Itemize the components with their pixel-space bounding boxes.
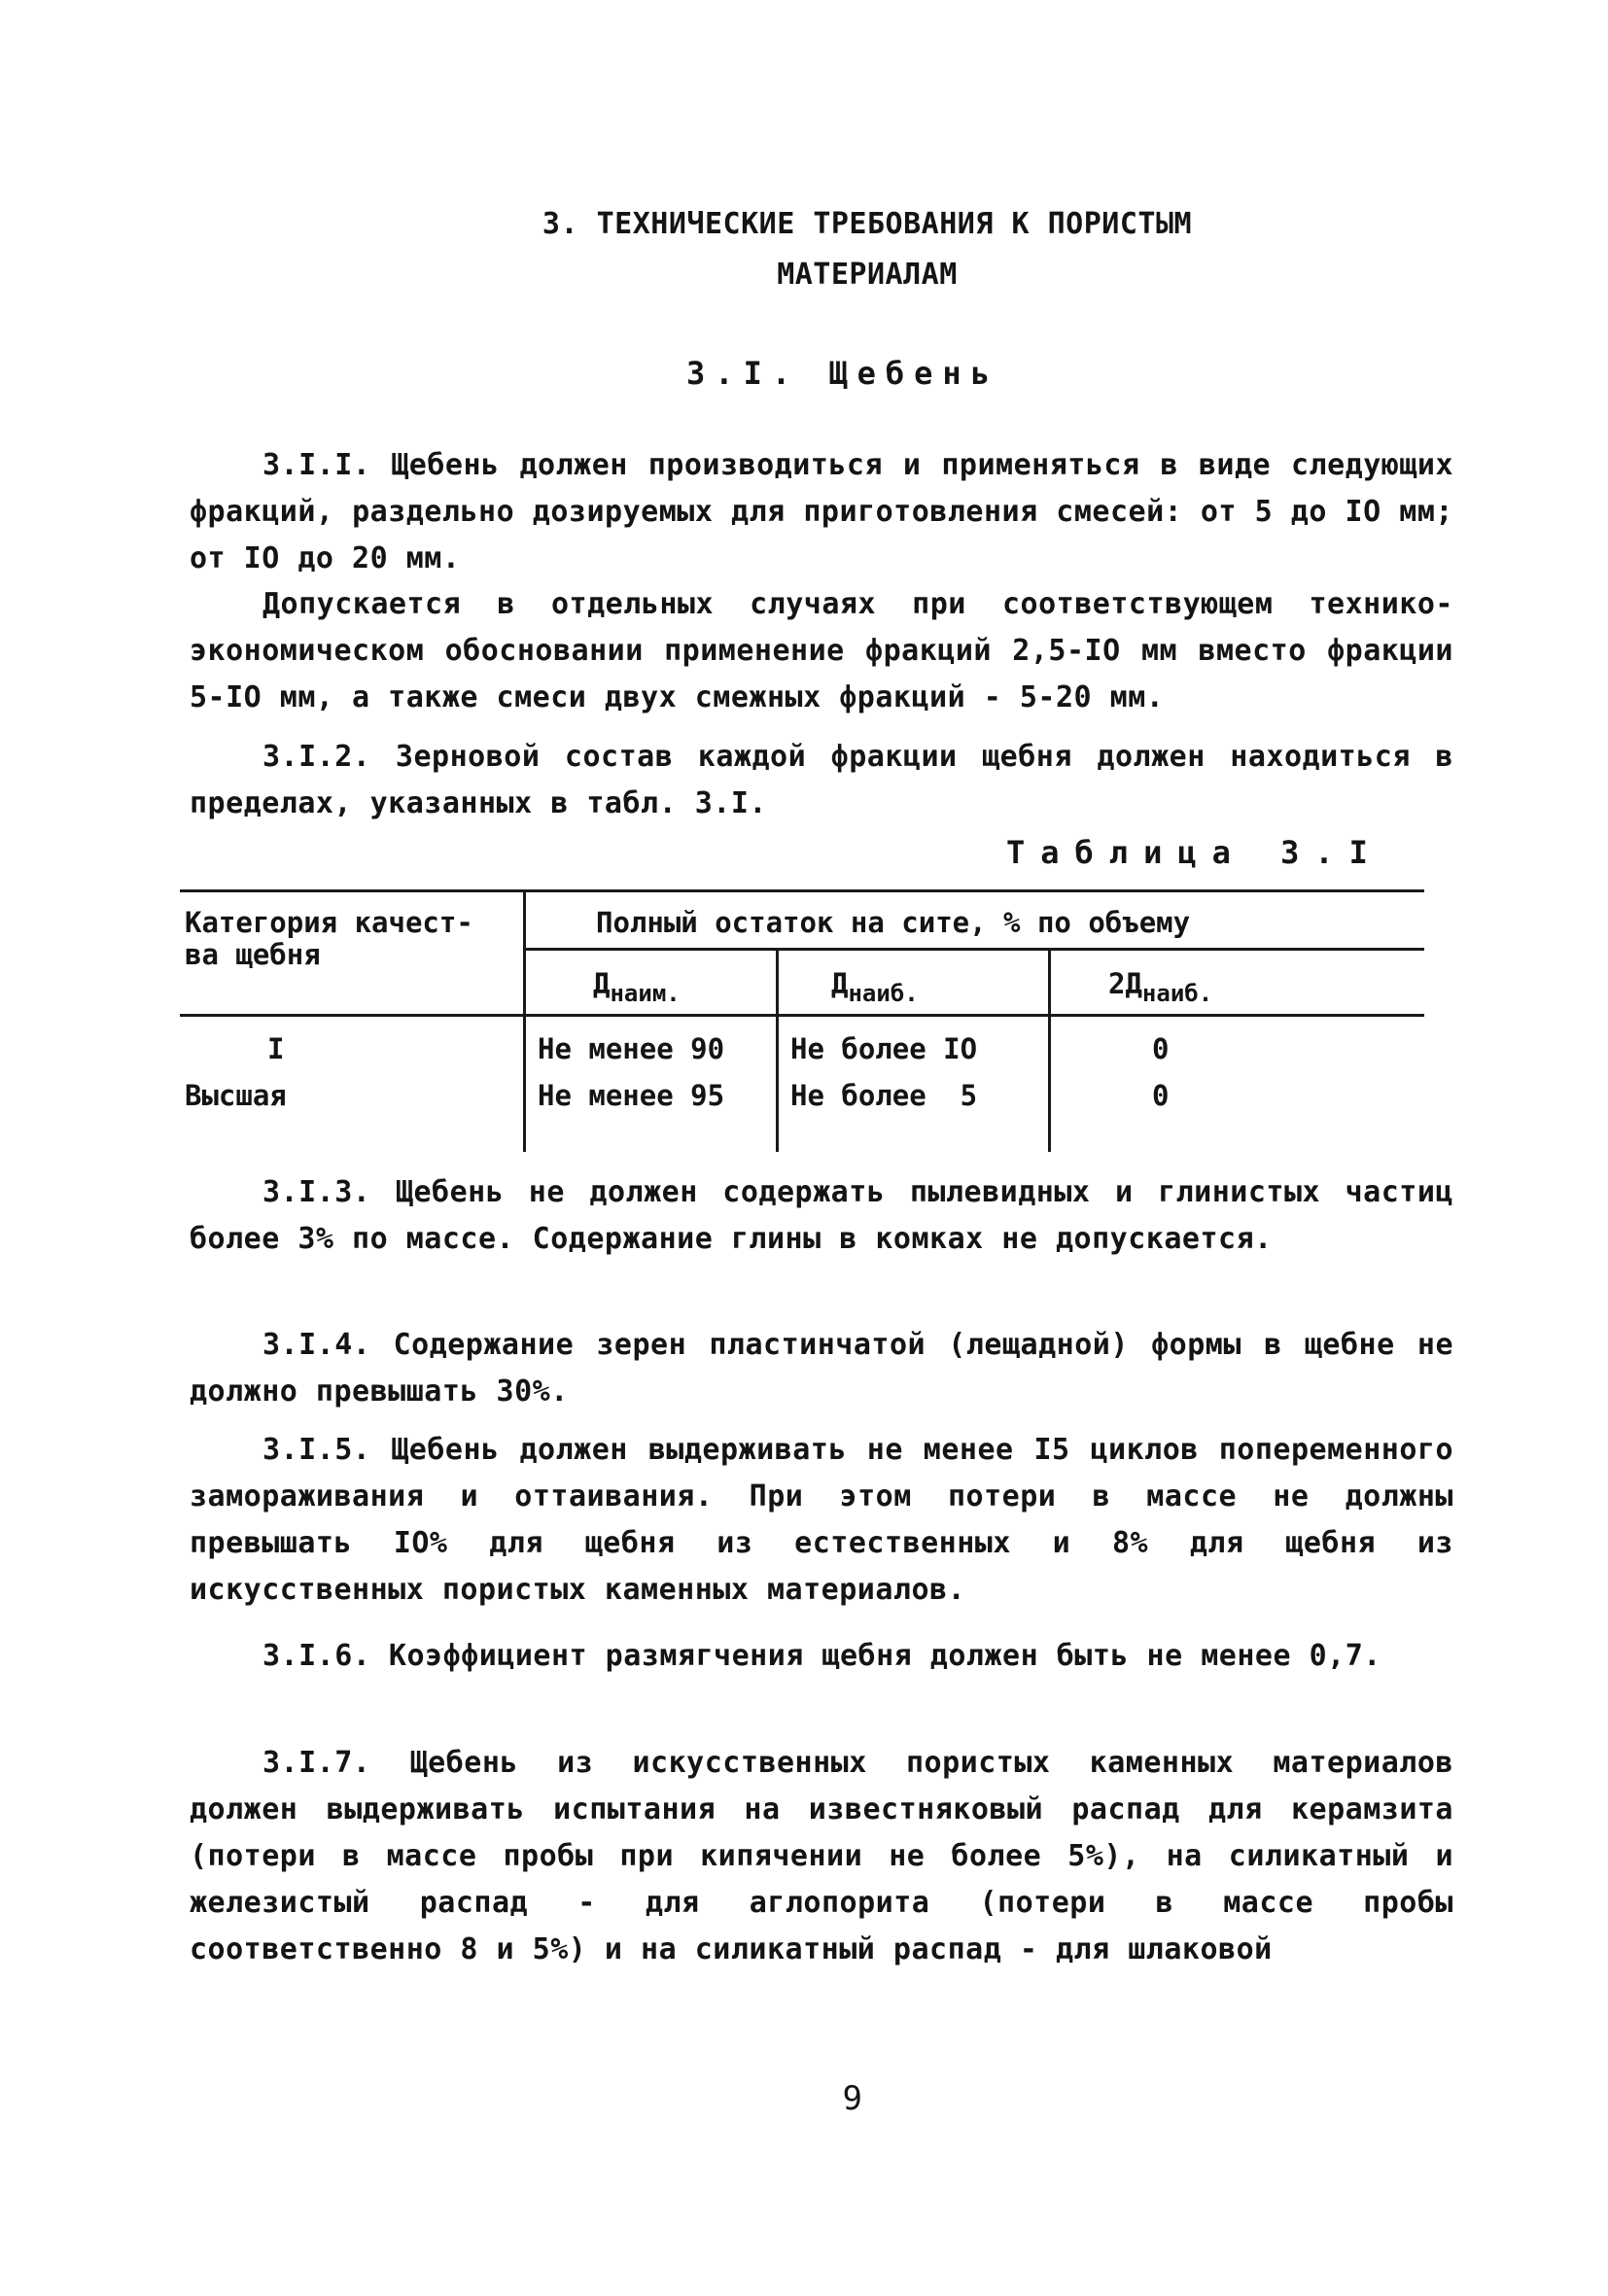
- table-row-1-2d-max: 0: [1152, 1032, 1170, 1065]
- table-col-rule-3: [1048, 948, 1051, 1152]
- header-2d-max: [1108, 967, 1212, 1010]
- paragraph-3-1-4: [190, 1322, 1453, 1415]
- header-d-min-main: Д: [593, 967, 611, 1000]
- table-row-2-d-max: Не более 5: [790, 1079, 978, 1112]
- header-d-max: [831, 967, 919, 1010]
- paragraph-text: Допускается в отдельных случаях при соответствующем технико-экономическом обосновании применение фракций 2,5-IO мм вместо фракции 5-IO мм, а также смеси двух смежных фракций - 5-20 мм.: [190, 587, 1453, 714]
- table-col-rule-2: [776, 948, 779, 1152]
- grain-table: [180, 889, 1424, 1152]
- paragraph-3-1-1: [190, 442, 1453, 582]
- table-row-2-2d-max: 0: [1152, 1079, 1170, 1112]
- paragraph-text: 3.I.3. Щебень не должен содержать пылевидных и глинистых частиц более 3% по массе. Содержание глины в комках не допускается.: [190, 1175, 1453, 1256]
- header-2d-max-main: 2Д: [1108, 967, 1142, 1000]
- paragraph-3-1-5: [190, 1427, 1453, 1614]
- header-category-line1: Категория качест-: [185, 906, 473, 939]
- table-row-2-d-min: Не менее 95: [538, 1079, 725, 1112]
- header-sieve-residue: Полный остаток на сите, % по объему: [596, 906, 1191, 939]
- paragraph-text: 3.I.6. Коэффициент размягчения щебня должен быть не менее 0,7.: [262, 1639, 1381, 1673]
- table-row-1-d-max: Не более IO: [790, 1032, 978, 1065]
- table-row-2-category: Высшая: [185, 1079, 287, 1112]
- header-d-min-sub: наим.: [610, 980, 681, 1007]
- table-row-1-d-min: Не менее 90: [538, 1032, 725, 1065]
- paragraph-3-1-7: [190, 1740, 1453, 1973]
- page-number: 9: [842, 2079, 863, 2118]
- paragraph-text: 3.I.5. Щебень должен выдерживать не менее I5 циклов попеременного замораживания и оттаивания. При этом потери в массе не должны превышать IO% для щебня из естественных и 8% для щебня из искусственных пористых каменных материалов.: [190, 1433, 1453, 1607]
- header-category-line2: ва щебня: [185, 938, 321, 971]
- section-title-line2: МАТЕРИАЛАМ: [777, 258, 958, 292]
- subsection-title: 3.I. Щебень: [686, 355, 999, 392]
- paragraph-text: 3.I.I. Щебень должен производиться и применяться в виде следующих фракций, раздельно дозируемых для приготовления смесей: от 5 до IO мм; от IO до 20 мм.: [190, 448, 1453, 575]
- paragraph-text: 3.I.7. Щебень из искусственных пористых каменных материалов должен выдерживать испытания на известняковый распад для керамзита (потери в массе пробы при кипячении не более 5%), на силикатный и железистый распад - для аглопорита (потери в массе пробы соответственно 8 и 5%) и на силикатный распад - для шлаковой: [190, 1746, 1453, 1966]
- header-d-min: [593, 967, 681, 1010]
- header-d-max-sub: наиб.: [848, 980, 919, 1007]
- table-row-1-category: I: [267, 1032, 285, 1065]
- header-2d-max-sub: наиб.: [1141, 980, 1213, 1007]
- paragraph-text: 3.I.4. Содержание зерен пластинчатой (лещадной) формы в щебне не должно превышать 30%.: [190, 1328, 1453, 1409]
- paragraph-text: 3.I.2. Зерновой состав каждой фракции щебня должен находиться в пределах, указанных в табл. 3.I.: [190, 740, 1453, 820]
- header-d-max-main: Д: [831, 967, 849, 1000]
- paragraph-3-1-1-cont: [190, 581, 1453, 721]
- paragraph-3-1-3: [190, 1169, 1453, 1263]
- table-header-rule: [180, 1014, 1424, 1017]
- table-top-rule: [180, 889, 1424, 892]
- table-caption: Таблица 3.I: [1006, 834, 1383, 871]
- paragraph-3-1-6: [190, 1633, 1453, 1680]
- section-title: [0, 199, 1608, 300]
- table-col-rule-1: [523, 889, 526, 1152]
- table-group-rule: [526, 948, 1424, 951]
- section-title-line1: 3. ТЕХНИЧЕСКИЕ ТРЕБОВАНИЯ К ПОРИСТЫМ: [542, 207, 1193, 241]
- paragraph-3-1-2: [190, 734, 1453, 827]
